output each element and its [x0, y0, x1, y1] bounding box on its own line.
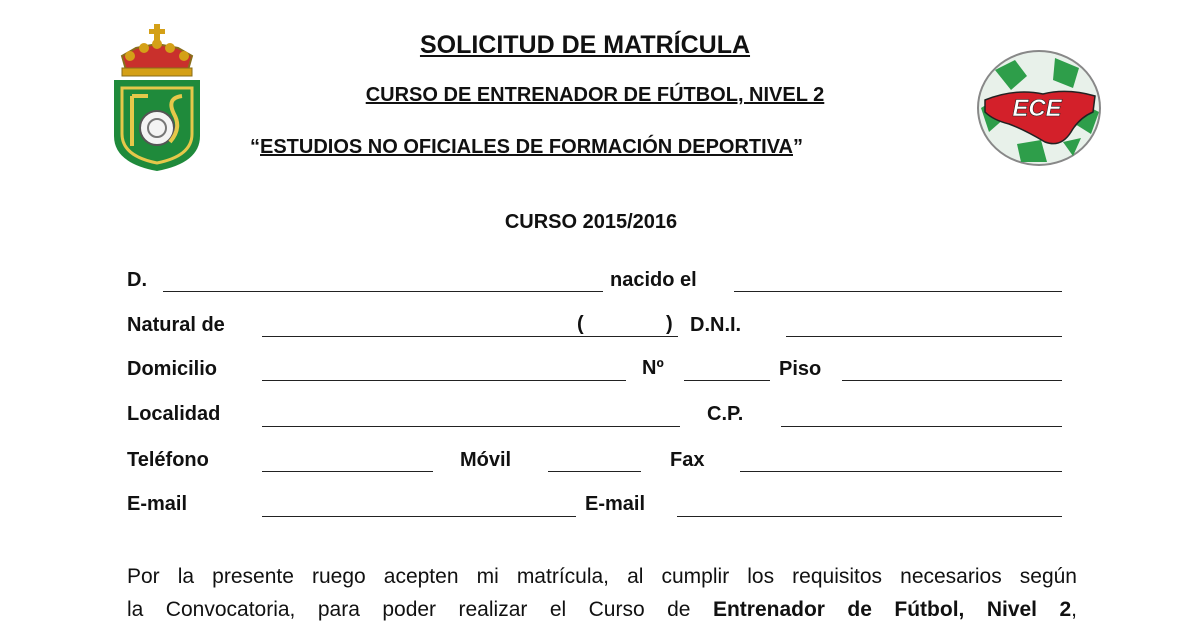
label-d: D.	[127, 269, 147, 291]
body-line-2-pre: la Convocatoria, para poder realizar el Curso de	[127, 598, 713, 621]
label-email-1: E-mail	[127, 493, 188, 515]
body-line-2-post: ,	[1071, 598, 1077, 621]
label-dni: D.N.I.	[690, 314, 742, 336]
label-paren-close: )	[666, 313, 673, 335]
body-line-2	[127, 593, 1077, 626]
field-number[interactable]	[684, 380, 770, 381]
field-birthplace[interactable]	[262, 336, 678, 337]
label-nacido: nacido el	[610, 269, 697, 291]
course-title: CURSO DE ENTRENADOR DE FÚTBOL, NIVEL 2	[365, 84, 825, 106]
field-city[interactable]	[262, 426, 680, 427]
field-fax[interactable]	[740, 471, 1062, 472]
page-title: SOLICITUD DE MATRÍCULA	[419, 31, 751, 59]
field-postal-code[interactable]	[781, 426, 1062, 427]
subtitle	[250, 136, 803, 159]
course-year: CURSO 2015/2016	[504, 211, 678, 233]
label-telefono: Teléfono	[127, 449, 209, 471]
field-email-2[interactable]	[677, 516, 1062, 517]
ece-football-logo-icon	[975, 48, 1103, 168]
label-piso: Piso	[779, 358, 822, 380]
subtitle-close-quote: ”	[793, 136, 803, 158]
field-email-1[interactable]	[262, 516, 576, 517]
body-line-1: Por la presente ruego acepten mi matrícula, al cumplir los requisitos necesarios según	[127, 565, 1077, 588]
subtitle-text: ESTUDIOS NO OFICIALES DE FORMACIÓN DEPORTIVA	[260, 136, 793, 158]
field-mobile[interactable]	[548, 471, 641, 472]
label-movil: Móvil	[460, 449, 512, 471]
field-dni[interactable]	[786, 336, 1062, 337]
field-birthdate[interactable]	[734, 291, 1062, 292]
label-natural: Natural de	[127, 314, 225, 336]
label-email-2: E-mail	[585, 493, 646, 515]
label-number: Nº	[642, 357, 664, 379]
field-name[interactable]	[163, 291, 603, 292]
label-localidad: Localidad	[127, 403, 221, 425]
field-floor[interactable]	[842, 380, 1062, 381]
label-fax: Fax	[670, 449, 705, 471]
body-line-2-bold: Entrenador de Fútbol, Nivel 2	[712, 598, 1072, 621]
subtitle-open-quote: “	[250, 136, 260, 158]
label-paren-open: (	[577, 313, 584, 335]
ece-logo-text: ECE	[1012, 95, 1062, 122]
field-phone[interactable]	[262, 471, 433, 472]
body-paragraph	[127, 560, 1077, 626]
label-domicilio: Domicilio	[127, 358, 218, 380]
label-cp: C.P.	[707, 403, 744, 425]
field-address[interactable]	[262, 380, 626, 381]
